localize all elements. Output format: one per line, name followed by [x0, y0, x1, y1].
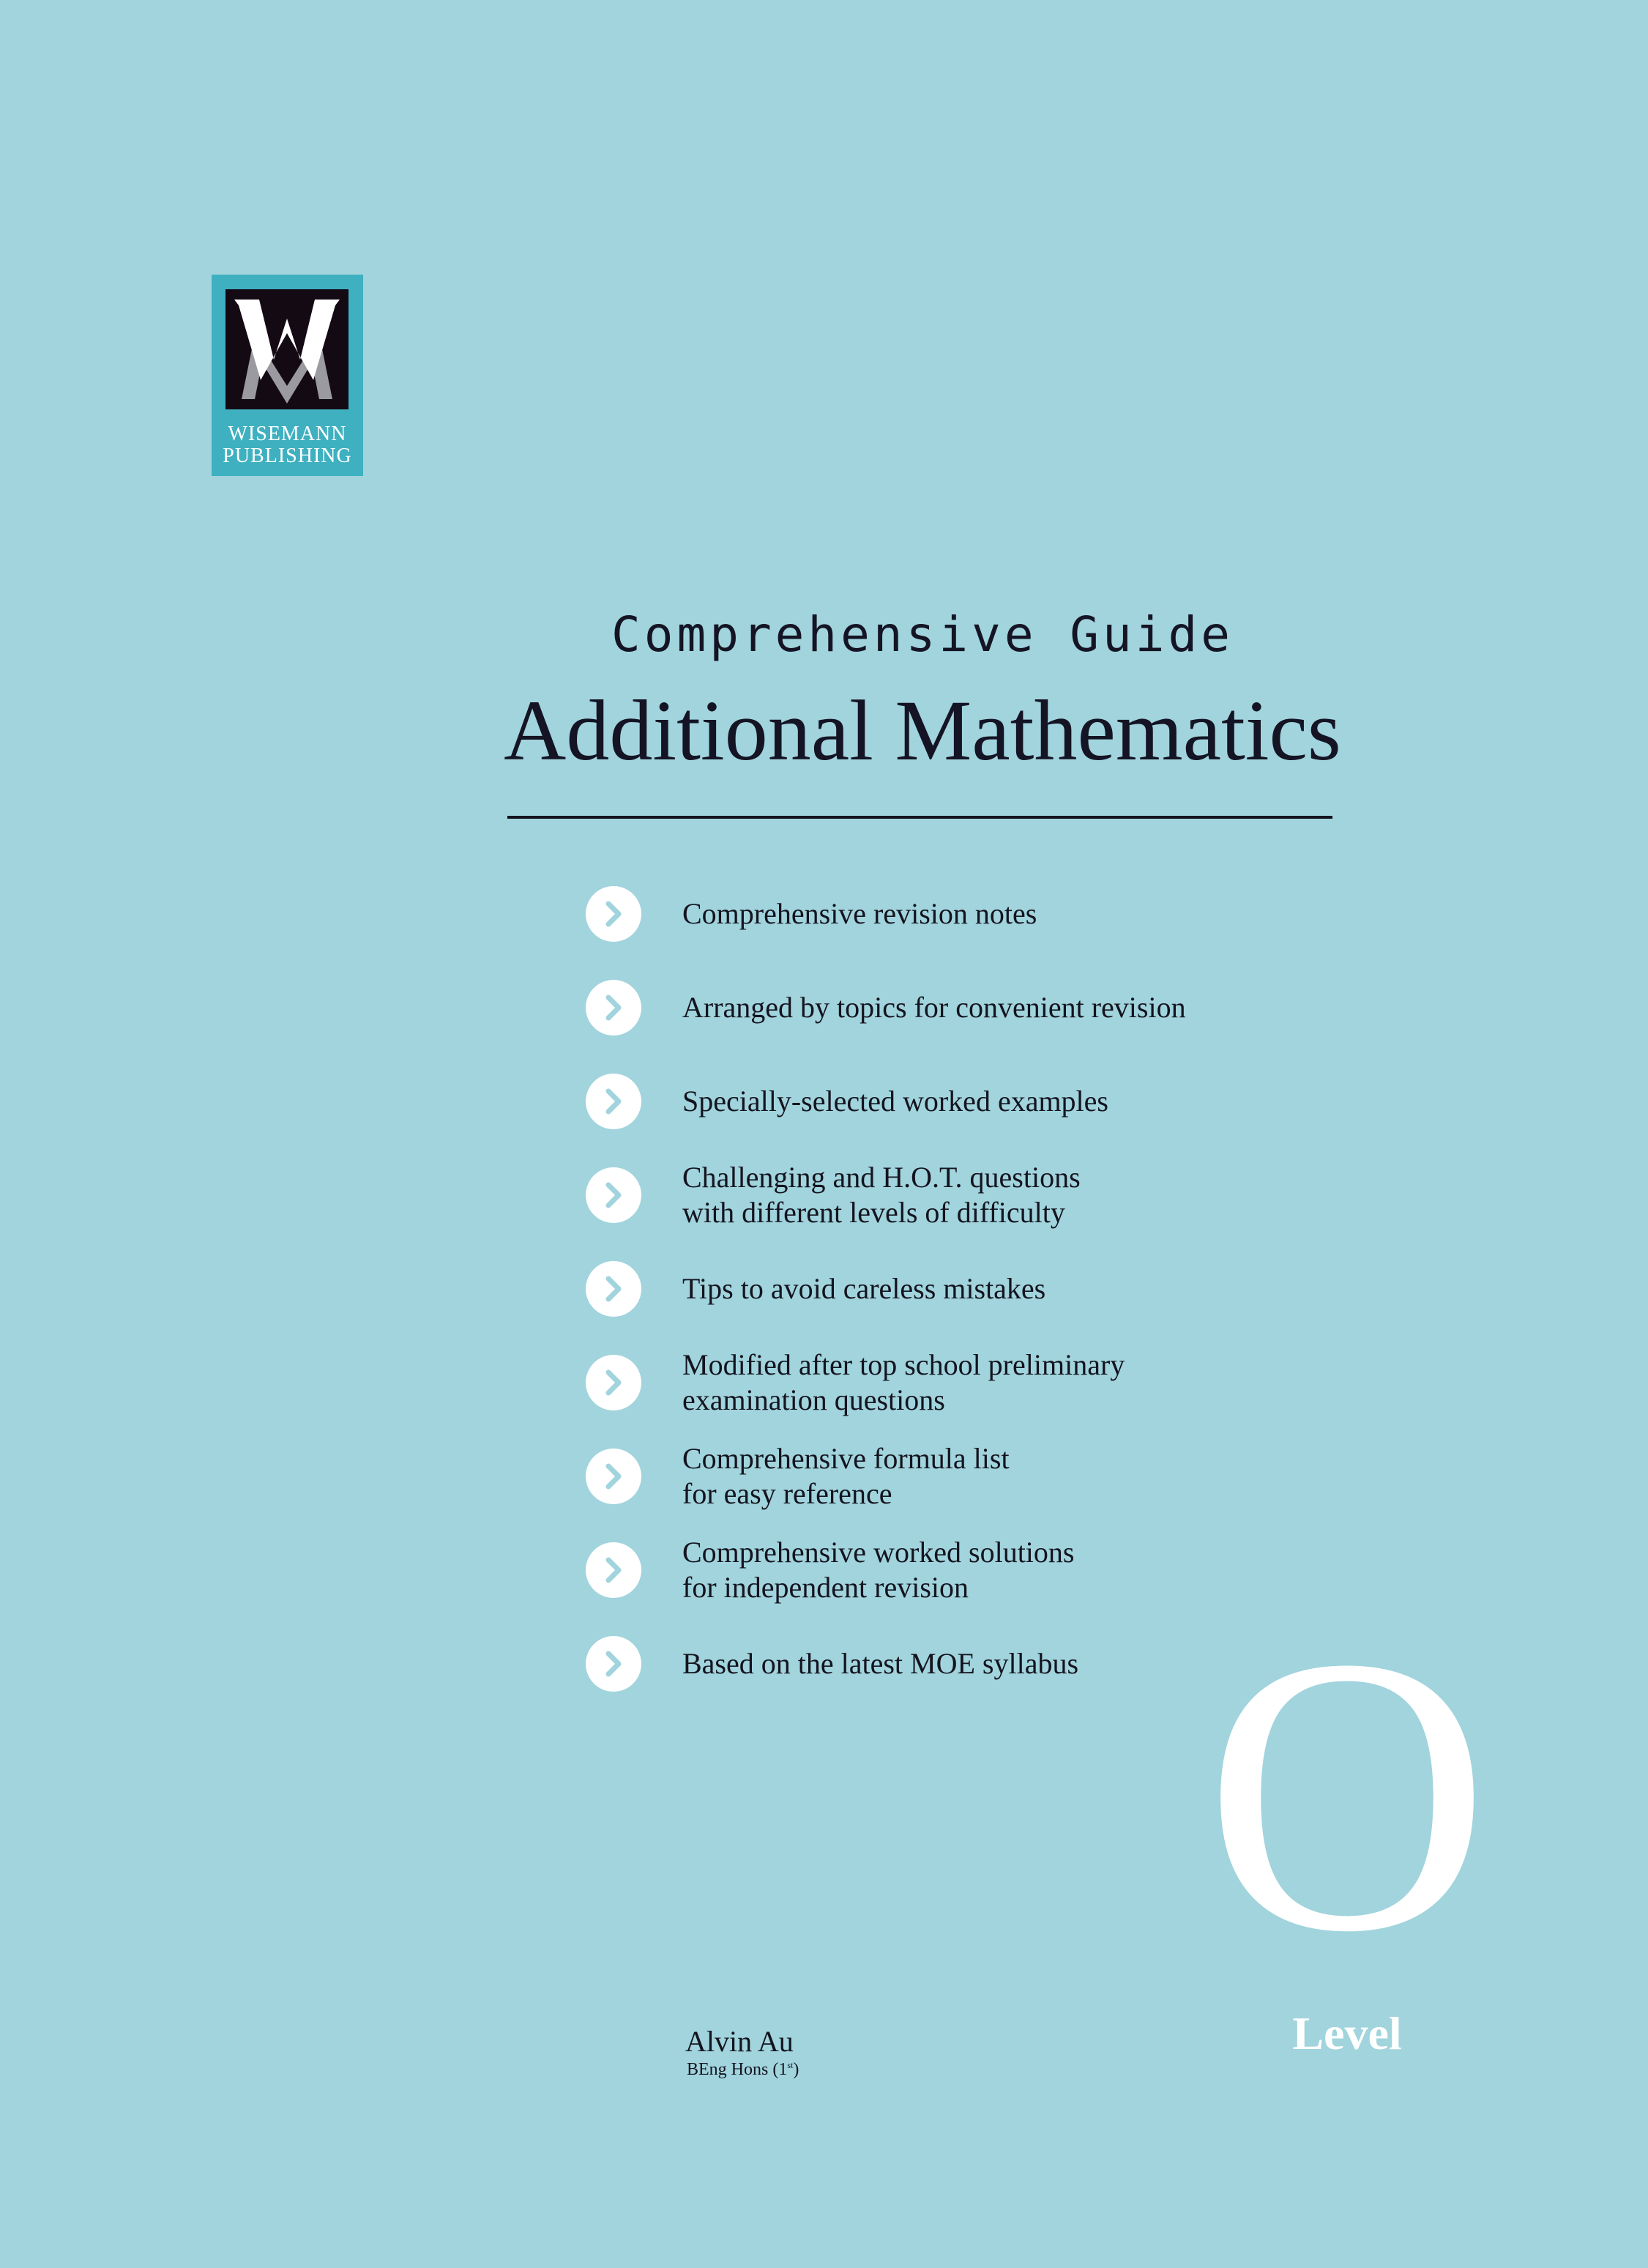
chevron-right-icon	[586, 886, 641, 942]
chevron-right-icon	[586, 1167, 641, 1223]
feature-text	[682, 990, 1186, 1025]
author-credential-sup: st	[787, 2060, 794, 2070]
cover-title: Additional Mathematics	[504, 683, 1341, 778]
feature-item	[586, 1261, 1464, 1320]
feature-item	[586, 1442, 1464, 1510]
feature-item	[586, 1161, 1464, 1229]
feature-item	[586, 1074, 1464, 1132]
feature-item	[586, 886, 1464, 945]
feature-line: Tips to avoid careless mistakes	[682, 1272, 1046, 1305]
publisher-logo	[212, 275, 363, 476]
feature-text	[682, 1084, 1108, 1119]
feature-line: Based on the latest MOE syllabus	[682, 1647, 1079, 1680]
feature-line: for independent revision	[682, 1571, 969, 1604]
chevron-right-icon	[586, 1074, 641, 1129]
feature-text	[682, 1535, 1075, 1605]
feature-text	[682, 1441, 1010, 1512]
chevron-right-icon	[586, 1542, 641, 1598]
feature-line: Modified after top school preliminary	[682, 1348, 1125, 1381]
feature-text	[682, 896, 1037, 932]
feature-text	[682, 1347, 1125, 1418]
feature-line: Comprehensive revision notes	[682, 897, 1037, 930]
feature-line: with different levels of difficulty	[682, 1196, 1065, 1229]
feature-line: Arranged by topics for convenient revision	[682, 991, 1186, 1024]
feature-text	[682, 1271, 1045, 1306]
chevron-right-icon	[586, 1449, 641, 1504]
wm-monogram-icon	[225, 289, 348, 409]
publisher-sub: PUBLISHING	[223, 445, 352, 467]
feature-item	[586, 980, 1464, 1038]
title-divider	[507, 816, 1332, 819]
level-letter: O	[1204, 1575, 1490, 2013]
feature-line: for easy reference	[682, 1477, 892, 1510]
feature-line: Comprehensive worked solutions	[682, 1536, 1075, 1569]
chevron-right-icon	[586, 1636, 641, 1692]
chevron-right-icon	[586, 1355, 641, 1410]
chevron-right-icon	[586, 980, 641, 1036]
level-word: Level	[1292, 2007, 1402, 2059]
feature-text	[682, 1646, 1078, 1681]
feature-line: Specially-selected worked examples	[682, 1085, 1108, 1118]
feature-item	[586, 1348, 1464, 1416]
feature-line: Comprehensive formula list	[682, 1442, 1010, 1475]
feature-text	[682, 1160, 1081, 1230]
feature-line: examination questions	[682, 1383, 945, 1416]
author-credential-end: )	[793, 2060, 799, 2079]
author-credential	[687, 2060, 799, 2080]
author-credential-text: BEng Hons (1	[687, 2060, 788, 2079]
chevron-right-icon	[586, 1261, 641, 1317]
author-name: Alvin Au	[685, 2025, 794, 2058]
feature-line: Challenging and H.O.T. questions	[682, 1161, 1081, 1194]
cover-subtitle: Comprehensive Guide	[611, 606, 1234, 663]
publisher-name: WISEMANN	[228, 423, 347, 445]
